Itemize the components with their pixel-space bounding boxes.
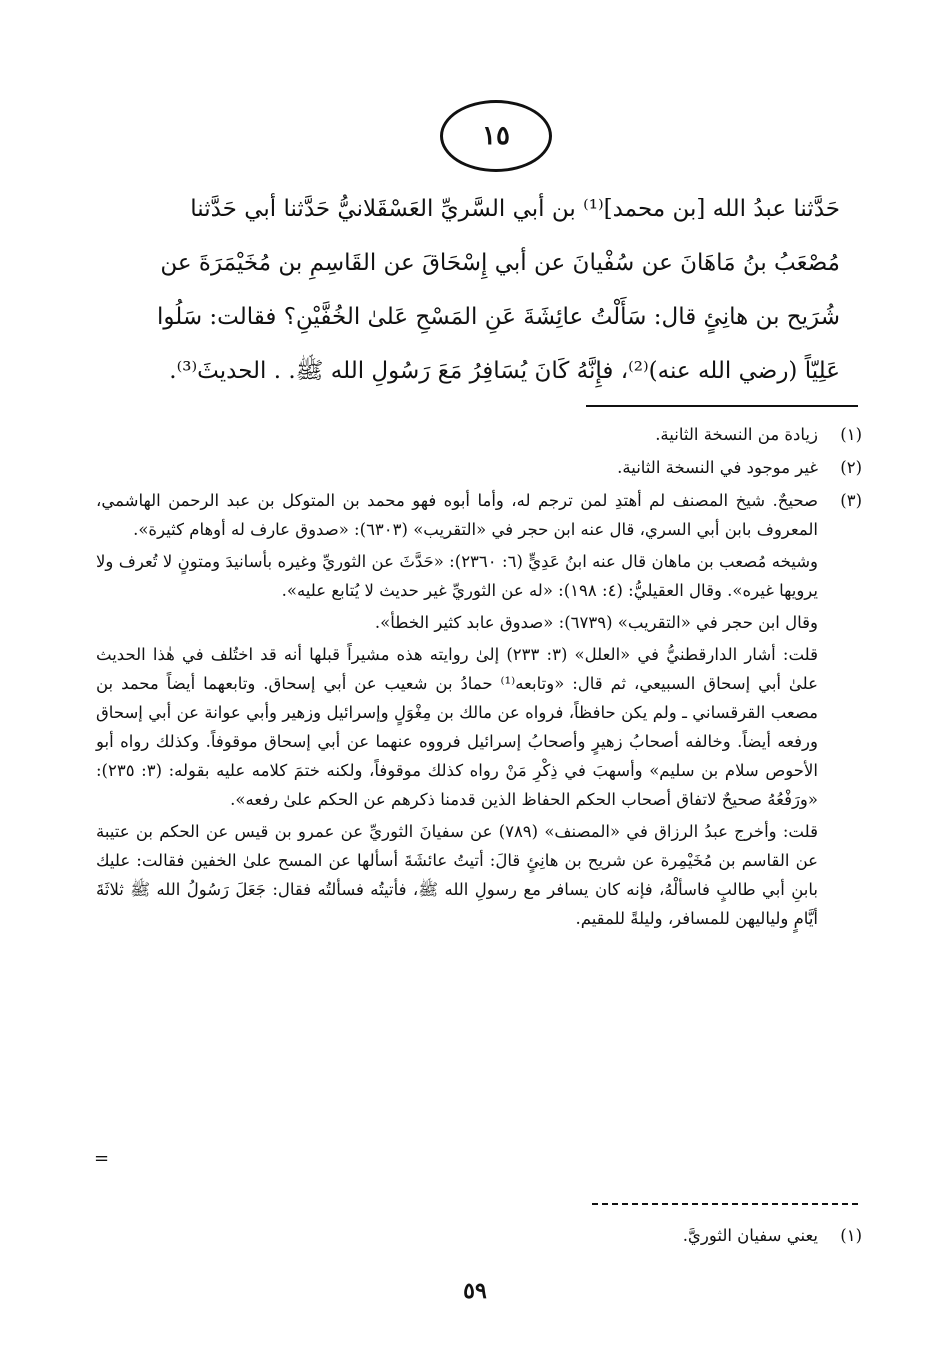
hadith-line: شُرَيح بن هانِئٍ قال: سَأَلْتُ عائِشَةَ عَنِ المَسْحِ عَلىٰ الخُفَّيْنِ؟ فقالت: سَلُوا bbox=[156, 304, 840, 330]
footnote-paragraph: قلت: وأخرج عبدُ الرزاق في «المصنف» (٧٨٩) عن سفيانَ الثوريِّ عن عمرو بن قيس عن الحكم بن عتيبة عن القاسم بن مُخَيْمِرة عن شريح بن هانِئٍ قالَ: أتيتُ عائشَةَ أسألها عن المسح علىٰ الخفين فقالت: عليك بابنِ أبي طالبٍ فاسألْهُ، فإنه كان يسافر مع رسولِ الله ﷺ، فأتيتُه فسألتُه فقال: جَعَلَ رَسُولُ الله ﷺ ثلاثَةَ أيَّامٍ ولياليهن للمسافر، وليلةً للمقيم. bbox=[96, 822, 818, 928]
footnote-2 bbox=[96, 453, 862, 482]
hadith-text bbox=[108, 182, 840, 398]
footnote-paragraph: صحيحٌ. شيخ المصنف لم أهتدِ لمن ترجم له، وأما أبوه فهو محمد بن المتوكل بن عبد الرحمن الهاشمي، المعروف بابن أبي السري، قال عنه ابن حجر في «التقريب» (٦٣٠٣): «صدوق عارف له أوهام كثيرة». bbox=[96, 491, 818, 539]
sub-footnote-number: (١) bbox=[840, 1226, 862, 1245]
footnote-number: (٢) bbox=[840, 458, 862, 477]
footnote-3 bbox=[96, 486, 862, 933]
footnote-number: (١) bbox=[840, 425, 862, 444]
footnote-1 bbox=[96, 420, 862, 449]
footnote-paragraph: غير موجود في النسخة الثانية. bbox=[617, 458, 818, 477]
sub-footnote-text: يعني سفيان الثوريَّ. bbox=[682, 1226, 818, 1245]
footnote-paragraph: وشيخه مُصعب بن ماهان قال عنه ابنُ عَدِيٍّ (٦: ٢٣٦٠): «حَدَّثَ عن الثوريِّ وغيره بأسانيدَ ومتونٍ لا تُعرف ولا يرويها غيره». وقال العقيليُّ: (٤: ١٩٨): «له عن الثوريِّ غير حديث لا يُتابع عليه». bbox=[96, 552, 818, 600]
footnote-paragraph: قلت: أشار الدارقطنيُّ في «العلل» (٣: ٢٣٣) إلىٰ روايته هذه مشيراً قبلها أنه قد اختُلف في هٰذا الحديث علىٰ أبي إسحاق السبيعي، ثم قال: «وتابعه⁽¹⁾ حمادُ بن شعيب عن أبي إسحاق. وتابعهما أيضاً محمد بن مصعب القرقساني ـ ولم يكن حافظاً، فرواه عن مالك بن مِغْوَلٍ وإسرائيل وزهير وأبي عوانة عن أبي إسحاق ورفعه أيضاً. وخالفه أصحابُ زهيرٍ وأصحابُ إسرائيل فرووه عنهما عن أبي إسحاق موقوفاً. وكذلك رواه أبو الأحوص سلام بن سليم» وأسهبَ في ذِكْرِ مَنْ رواه كذلك موقوفاً، ولكنه ختمَ كلامه عليه بقوله: (٣: ٢٣٥): «ورَفْعُهُ صحيحٌ لاتفاق أصحاب الحكم الحفاظ الذين قدمنا ذكرهم عن الحكم علىٰ رفعه». bbox=[96, 645, 818, 809]
footnote-paragraph: زيادة من النسخة الثانية. bbox=[655, 425, 818, 444]
footnote-number: (٣) bbox=[840, 491, 862, 510]
hadith-line: مُصْعَبُ بنُ مَاهَانَ عن سُفْيانَ عن أبي إِسْحَاقَ عن القَاسِمِ بن مُخَيْمَرَةَ عن bbox=[160, 250, 840, 276]
continuation-mark: = bbox=[94, 1148, 110, 1169]
page-number: ٥٩ bbox=[463, 1278, 487, 1304]
hadith-line: حَدَّثنا عبدُ الله [بن محمد]⁽¹⁾ بن أبي السَّريِّ العَسْقَلانيُّ حَدَّثنا أبي حَدَّثنا bbox=[190, 196, 840, 222]
sub-footnote bbox=[560, 1222, 862, 1250]
footnote-paragraph: وقال ابن حجر في «التقريب» (٦٧٣٩): «صدوق عابد كثير الخطأ». bbox=[374, 613, 818, 632]
footnote-body bbox=[96, 453, 818, 482]
hadith-number: ١٥ bbox=[482, 121, 510, 151]
footnote-separator bbox=[586, 405, 858, 407]
footnotes bbox=[96, 420, 862, 937]
footnote-body bbox=[96, 486, 818, 933]
hadith-number-badge bbox=[440, 100, 552, 172]
footnote-body bbox=[96, 420, 818, 449]
hadith-line: عَلِيّاً (رضي الله عنه)⁽²⁾، فإِنَّهُ كَانَ يُسَافِرُ مَعَ رَسُولِ الله ﷺ. . الحديثَ⁽³⁾. bbox=[169, 358, 840, 384]
sub-footnote-separator bbox=[592, 1203, 858, 1205]
